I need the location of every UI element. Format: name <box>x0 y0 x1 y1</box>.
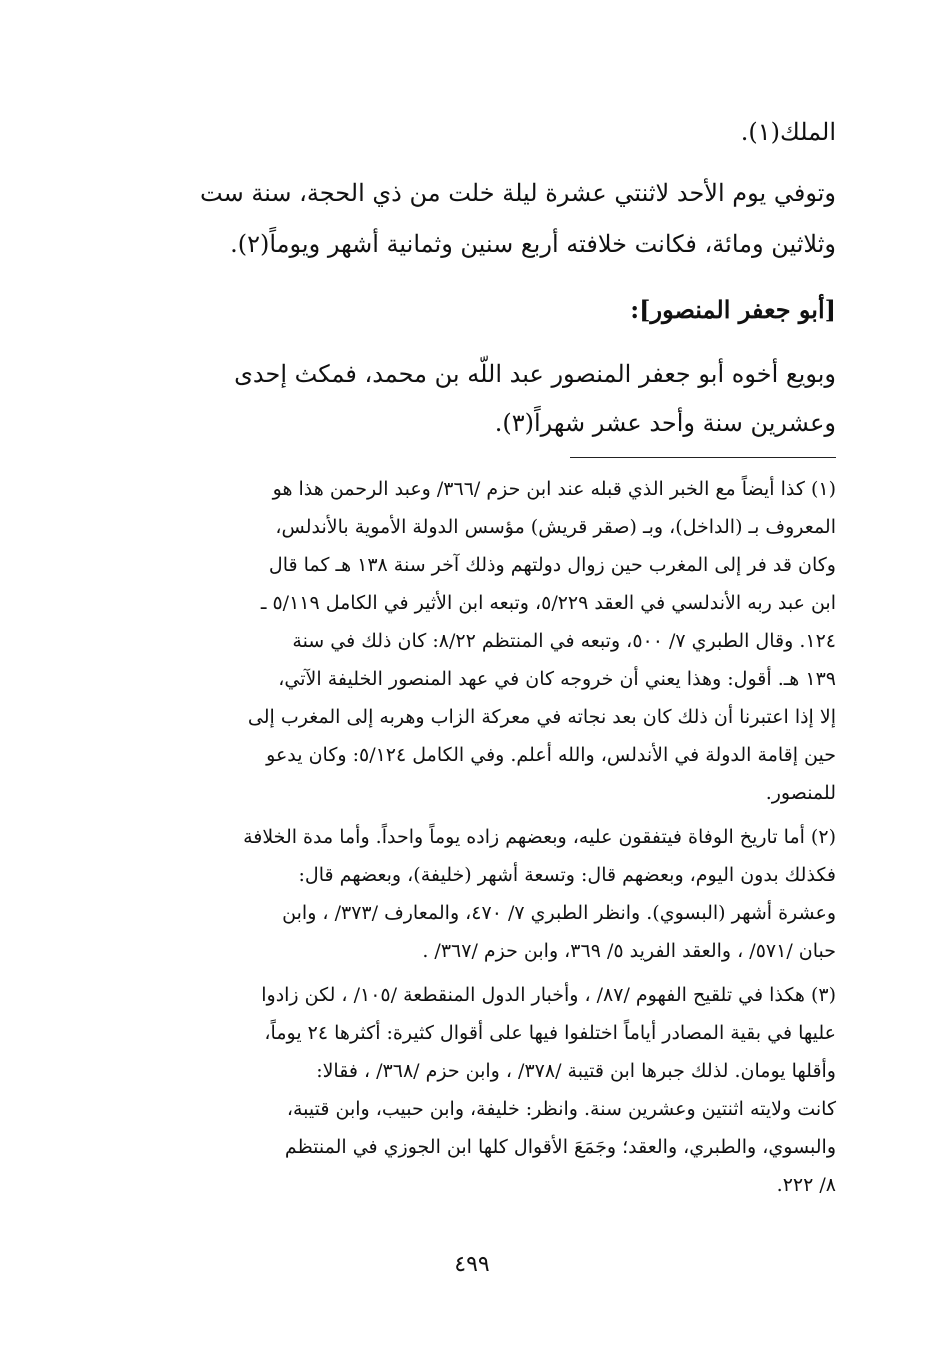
main-text-line: وعشرين سنة وأحد عشر شهراً(٣). <box>494 409 836 437</box>
footnote-line: والبسوي، والطبري، والعقد؛ وجَمَعَ الأقوال كلها ابن الجوزي في المنتظم <box>284 1136 836 1158</box>
footnote-line: للمنصور. <box>765 782 836 804</box>
footnote-line: فكذلك بدون اليوم، وبعضهم قال: وتسعة أشهر (خليفة)، وبعضهم قال: <box>298 864 836 886</box>
main-text-line: الملك(١). <box>740 118 836 146</box>
footnote-separator <box>570 457 836 458</box>
footnote-line: (٢) أما تاريخ الوفاة فيتفقون عليه، وبعضهم زاده يوماً واحداً. وأما مدة الخلافة <box>243 826 836 848</box>
main-text-line: وبويع أخوه أبو جعفر المنصور عبد اللّه بن محمد، فمكث إحدى <box>234 360 836 388</box>
footnote-line: (١) كذا أيضاً مع الخبر الذي قبله عند ابن حزم /٣٦٦/ وعبد الرحمن هذا هو <box>272 478 836 500</box>
main-text-line: وتوفي يوم الأحد لاثنتي عشرة ليلة خلت من ذي الحجة، سنة ست <box>200 179 836 207</box>
footnote-line: ٨/ ٢٢٢. <box>776 1174 836 1196</box>
footnote-line: حين إقامة الدولة في الأندلس، والله أعلم. وفي الكامل ٥/١٢٤: وكان يدعو <box>266 744 836 766</box>
footnote-line: عليها في بقية المصادر أياماً اختلفوا فيها على أقوال كثيرة: أكثرها ٢٤ يوماً، <box>264 1022 836 1044</box>
footnote-line: ابن عبد ربه الأندلسي في العقد ٥/٢٢٩، وتبعه ابن الأثير في الكامل ٥/١١٩ ـ <box>260 592 836 614</box>
footnote-line: كانت ولايته اثنتين وعشرين سنة. وانظر: خليفة، وابن حبيب، وابن قتيبة، <box>286 1098 836 1120</box>
footnote-line: إلا إذا اعتبرنا أن ذلك كان بعد نجاته في معركة الزاب وهربه إلى المغرب إلى <box>247 706 836 728</box>
footnote-line: المعروف بـ (الداخل)، وبـ (صقر قريش) مؤسس الدولة الأموية بالأندلس، <box>275 516 836 538</box>
footnote-line: ١٣٩ هـ. أقول: وهذا يعني أن خروجه كان في عهد المنصور الخليفة الآتي، <box>278 668 836 690</box>
main-text-line: وثلاثين ومائة، فكانت خلافته أربع سنين وثمانية أشهر ويوماً(٢). <box>230 230 836 258</box>
footnote-line: (٣) هكذا في تلقيح الفهوم /٨٧/ ، وأخبار الدول المنقطعة /١٠٥/ ، لكن زادوا <box>261 984 836 1006</box>
footnote-line: وعشرة أشهر (البسوي). وانظر الطبري ٧/ ٤٧٠، والمعارف /٣٧٣/ ، وابن <box>282 902 836 924</box>
page-number: ٤٩٩ <box>454 1252 490 1277</box>
footnote-line: وكان قد فر إلى المغرب حين زوال دولتهم وذلك آخر سنة ١٣٨ هـ كما قال <box>268 554 836 576</box>
footnote-line: وأقلها يومان. لذلك جبرها ابن قتيبة /٣٧٨/ ، وابن حزم /٣٦٨/ ، فقالا: <box>316 1060 836 1082</box>
footnote-line: حبان /٥٧١/ ، والعقد الفريد ٥/ ٣٦٩، وابن حزم /٣٦٧/ . <box>422 940 836 962</box>
section-heading: [أبو جعفر المنصور]: <box>630 295 836 324</box>
footnote-line: ١٢٤. وقال الطبري ٧/ ٥٠٠، وتبعه في المنتظم ٨/٢٢: كان ذلك في سنة <box>292 630 836 652</box>
